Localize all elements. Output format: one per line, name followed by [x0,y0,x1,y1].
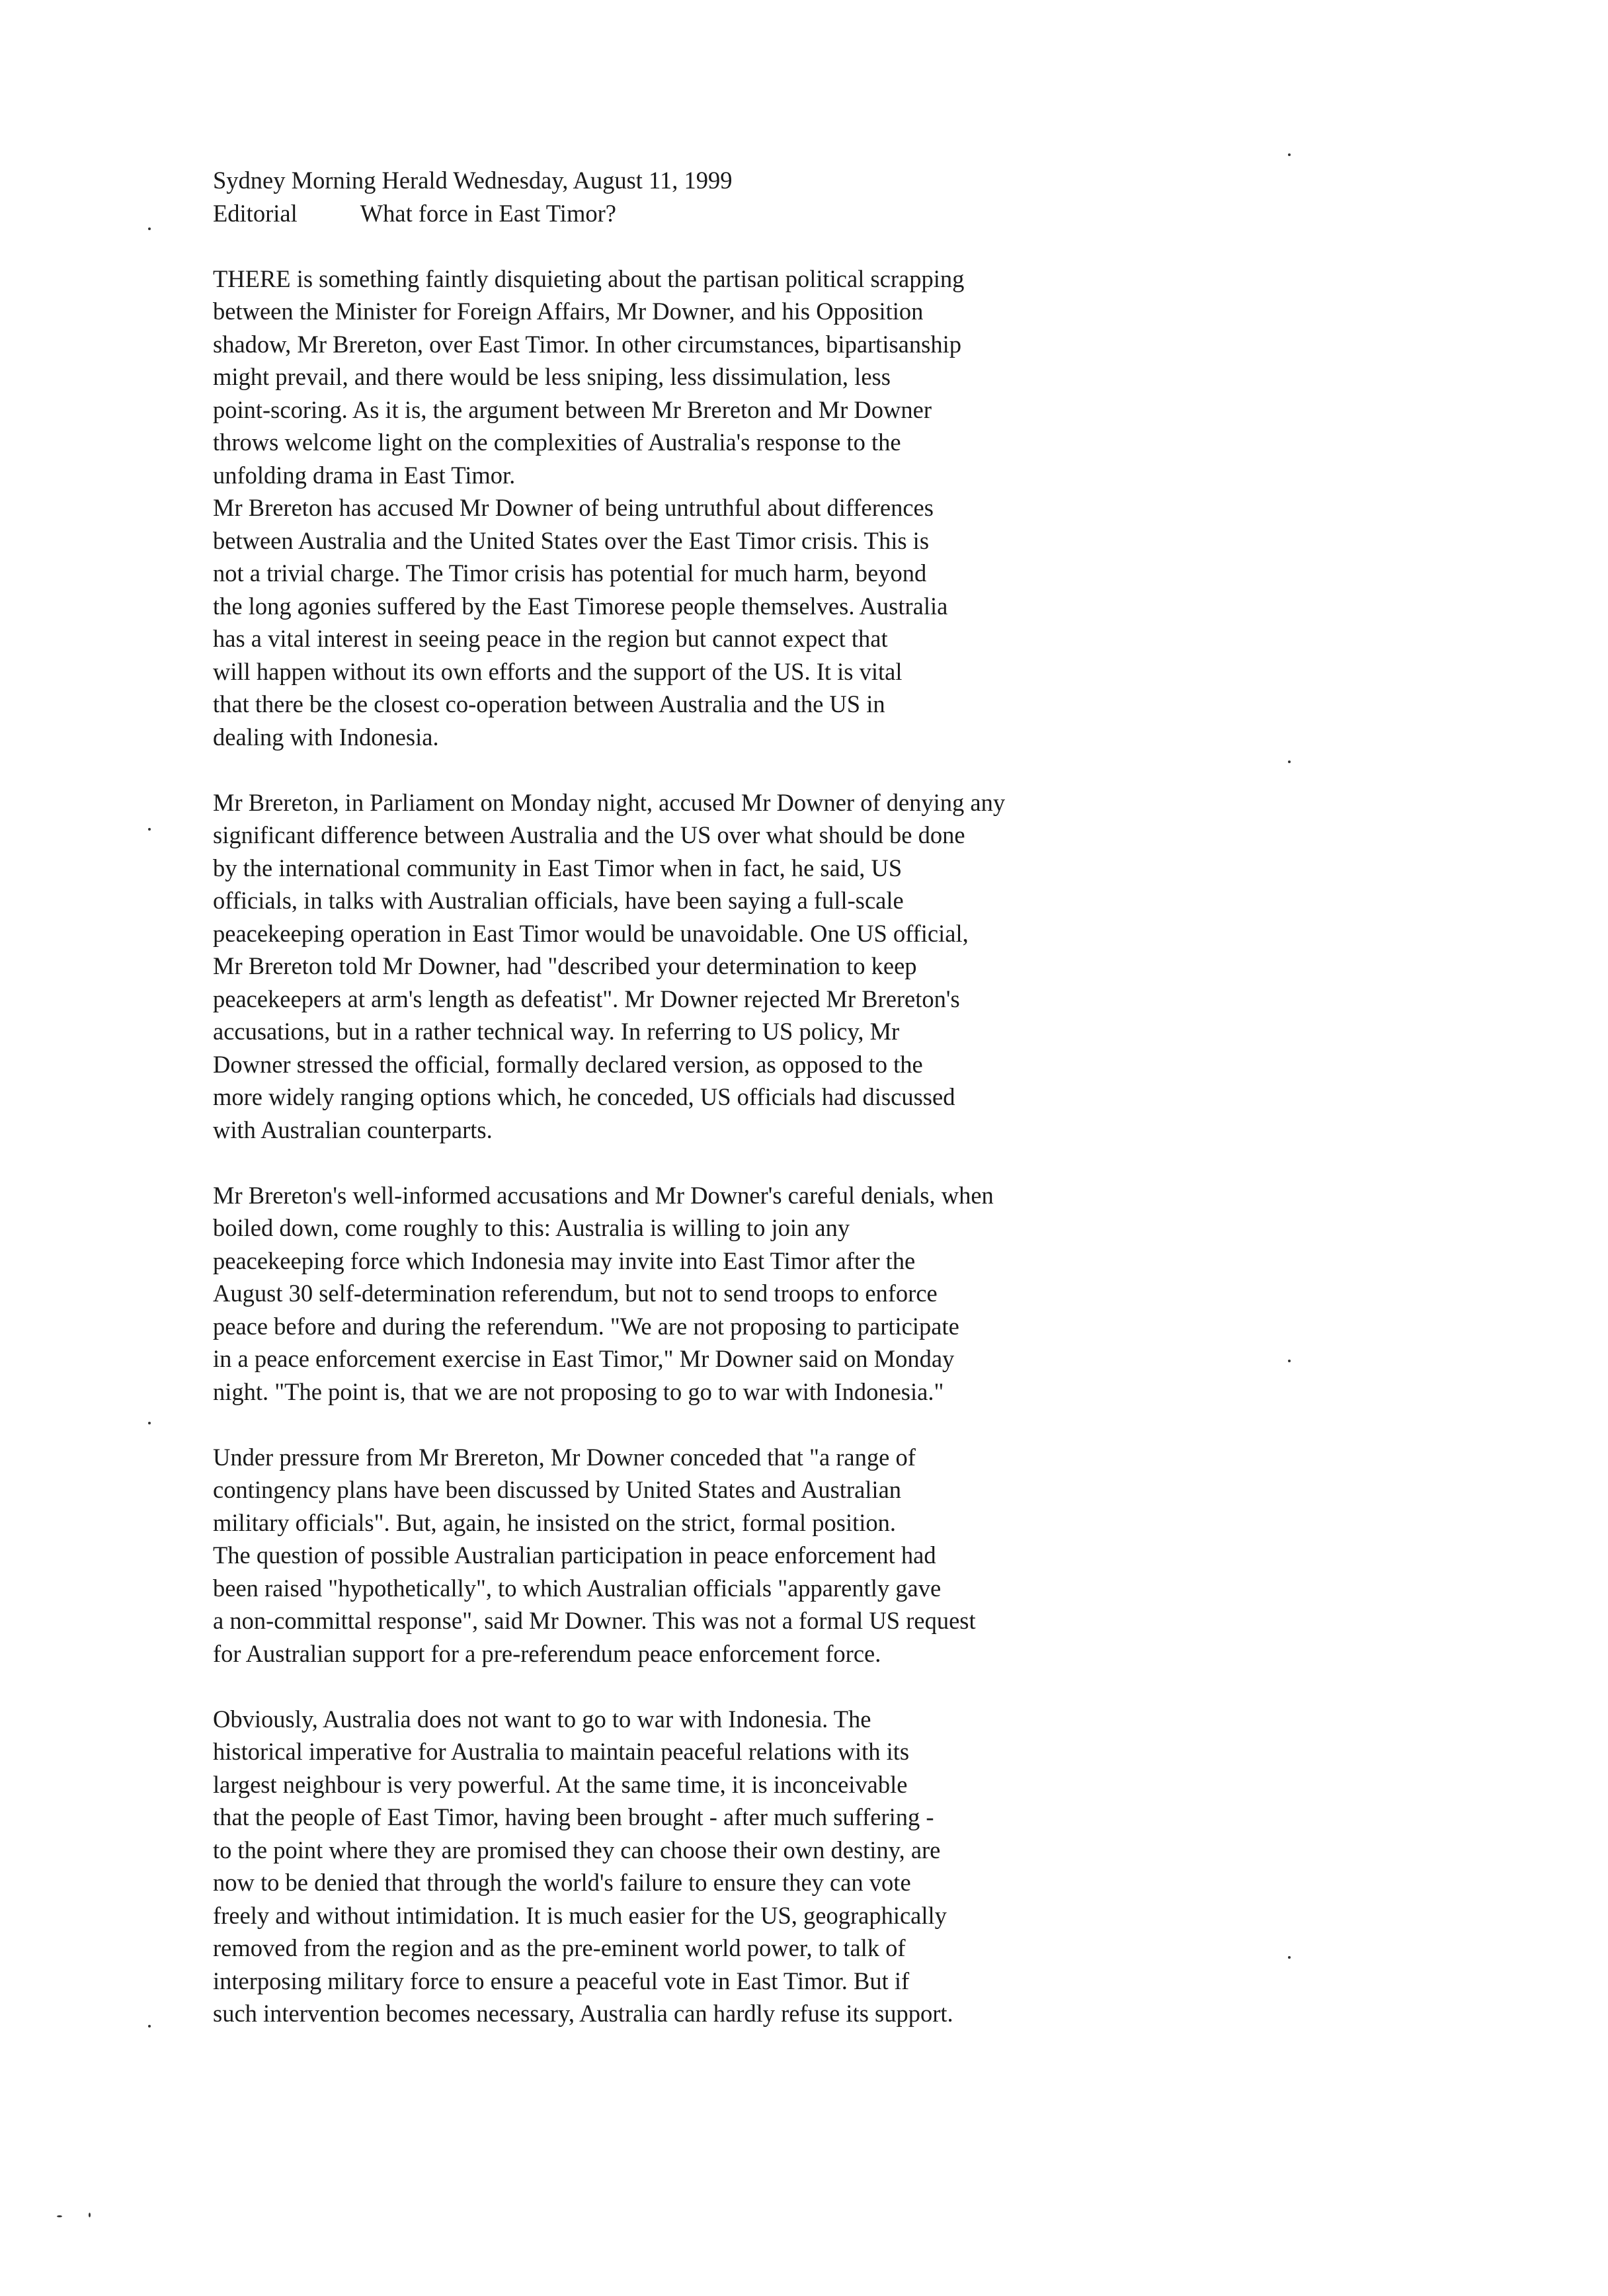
text-line: interposing military force to ensure a peaceful vote in East Timor. But if [213,1967,910,1994]
text-line: that there be the closest co-operation between Australia and the US in [213,690,885,718]
publication-line: Sydney Morning Herald Wednesday, August 11, 1999 [213,167,733,194]
text-line: Mr Brereton, in Parliament on Monday night, accused Mr Downer of denying any [213,788,1006,816]
scan-speck [148,1422,151,1424]
text-line: between Australia and the United States over the East Timor crisis. This is [213,526,930,554]
text-line: has a vital interest in seeing peace in the region but cannot expect that [213,625,888,652]
text-line: throws welcome light on the complexities of Australia's response to the [213,429,901,456]
text-line: military officials". But, again, he insisted on the strict, formal position. [213,1508,897,1536]
scan-speck [57,2215,62,2217]
text-line: been raised "hypothetically", to which Australian officials "apparently gave [213,1574,942,1602]
text-line: officials, in talks with Australian officials, have been saying a full-scale [213,887,904,914]
text-line: Mr Brereton has accused Mr Downer of being untruthful about differences [213,494,934,521]
scan-speck [148,828,151,831]
text-line: will happen without its own efforts and the support of the US. It is vital [213,657,903,685]
text-line: Under pressure from Mr Brereton, Mr Downer conceded that "a range of [213,1443,916,1471]
text-line: unfolding drama in East Timor. [213,461,516,489]
text-line: largest neighbour is very powerful. At the same time, it is inconceivable [213,1770,908,1798]
paragraph-5 [213,1441,1218,1670]
scan-speck [1288,760,1291,763]
text-line: in a peace enforcement exercise in East Timor," Mr Downer said on Monday [213,1345,955,1372]
text-line: dealing with Indonesia. [213,723,439,751]
text-line: shadow, Mr Brereton, over East Timor. In other circumstances, bipartisanship [213,330,961,358]
paragraph-3 [213,786,1218,1147]
paragraph-2 [213,491,1218,753]
editorial-document [213,164,1218,2030]
text-line: August 30 self-determination referendum, but not to send troops to enforce [213,1280,938,1307]
text-line: more widely ranging options which, he conceded, US officials had discussed [213,1083,955,1110]
text-line: Mr Brereton told Mr Downer, had "described your determination to keep [213,952,917,979]
text-line: the long agonies suffered by the East Timorese people themselves. Australia [213,592,948,620]
text-line: by the international community in East Timor when in fact, he said, US [213,854,903,882]
scan-speck [89,2213,91,2217]
text-line: peacekeepers at arm's length as defeatist". Mr Downer rejected Mr Brereton's [213,985,960,1012]
text-line: night. "The point is, that we are not proposing to go to war with Indonesia." [213,1377,944,1405]
text-line: peacekeeping force which Indonesia may invite into East Timor after the [213,1247,916,1274]
scan-speck [1288,1360,1291,1362]
paragraph-4 [213,1179,1218,1409]
section-label: Editorial [213,199,298,227]
text-line: historical imperative for Australia to maintain peaceful relations with its [213,1738,910,1765]
text-line: Mr Brereton's well-informed accusations and Mr Downer's careful denials, when [213,1181,994,1209]
scan-speck [1288,153,1291,156]
text-line: not a trivial charge. The Timor crisis has potential for much harm, beyond [213,559,927,587]
text-line: might prevail, and there would be less sniping, less dissimulation, less [213,363,891,390]
text-line: a non-committal response", said Mr Downer. This was not a formal US request [213,1607,976,1634]
scan-speck [1288,1956,1291,1959]
text-line: contingency plans have been discussed by United States and Australian [213,1476,902,1503]
scan-speck [148,227,151,230]
text-line: with Australian counterparts. [213,1116,493,1143]
text-line: The question of possible Australian participation in peace enforcement had [213,1541,936,1569]
text-line: now to be denied that through the world's failure to ensure they can vote [213,1869,911,1896]
text-line: peace before and during the referendum. "We are not proposing to participate [213,1312,959,1340]
text-line: that the people of East Timor, having been brought - after much suffering - [213,1803,934,1830]
text-line: boiled down, come roughly to this: Australia is willing to join any [213,1214,850,1241]
text-line: freely and without intimidation. It is much easier for the US, geographically [213,1901,947,1929]
text-line: significant difference between Australia and the US over what should be done [213,821,965,848]
editorial-title: What force in East Timor? [360,199,616,227]
text-line: between the Minister for Foreign Affairs, Mr Downer, and his Opposition [213,298,924,325]
text-line: peacekeeping operation in East Timor would be unavoidable. One US official, [213,919,969,947]
paragraph-1 [213,263,1218,492]
text-line: removed from the region and as the pre-eminent world power, to talk of [213,1934,906,1961]
text-line: to the point where they are promised they can choose their own destiny, are [213,1836,941,1864]
text-line: for Australian support for a pre-referendum peace enforcement force. [213,1639,881,1667]
text-line: THERE is something faintly disquieting about the partisan political scrapping [213,265,965,292]
text-line: Downer stressed the official, formally declared version, as opposed to the [213,1050,923,1078]
text-line: such intervention becomes necessary, Australia can hardly refuse its support. [213,2000,953,2027]
text-line: point-scoring. As it is, the argument between Mr Brereton and Mr Downer [213,395,932,423]
paragraph-6 [213,1703,1218,2030]
text-line: Obviously, Australia does not want to go to war with Indonesia. The [213,1705,871,1733]
text-line: accusations, but in a rather technical way. In referring to US policy, Mr [213,1018,900,1045]
headline-line [213,197,1218,230]
scan-speck [148,2025,151,2028]
